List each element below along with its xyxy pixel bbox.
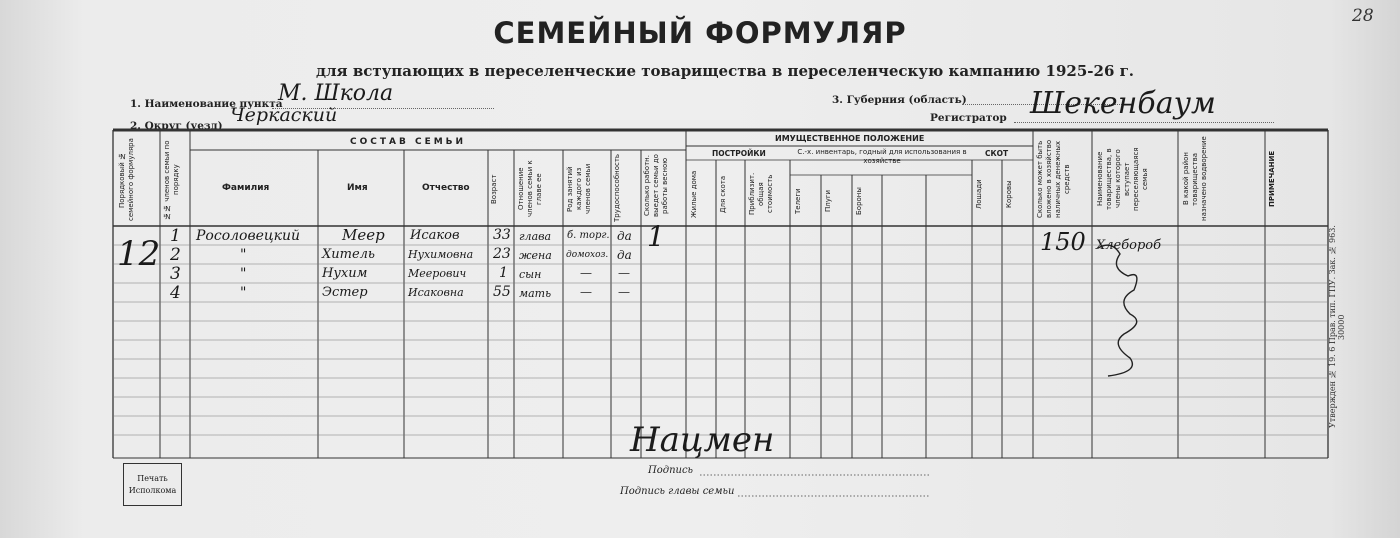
header-serial: Порядковый № семейного формуляра <box>118 138 135 222</box>
header-property: ИМУЩЕСТВЕННОЕ ПОЛОЖЕНИЕ <box>775 134 925 143</box>
row-num: 2 <box>170 245 181 265</box>
header-approx-value: Приблизит. общая стоимость <box>748 172 774 216</box>
row-relation: глава <box>519 230 552 243</box>
workers-value: 1 <box>647 220 665 253</box>
header-harrows: Бороны <box>855 187 863 215</box>
province-label: 3. Губерния (область) <box>832 94 967 106</box>
header-region: В какой район товарищества назначено водворение <box>1182 136 1208 222</box>
header-member-no: №№ членов семьи по порядку <box>163 140 180 220</box>
header-buildings: ПОСТРОЙКИ <box>712 149 766 158</box>
row-age: 1 <box>499 265 508 281</box>
header-workers: Сколько работн. выедет семьи до работы весною <box>643 154 669 218</box>
row-num: 4 <box>170 283 181 303</box>
header-partnership: Наименование товарищества, в члены которого вступает переселяющаяся семья <box>1096 147 1149 211</box>
registrar-label: Регистратор <box>930 112 1007 124</box>
serial-value: 12 <box>117 234 161 274</box>
form-title: СЕМЕЙНЫЙ ФОРМУЛЯР <box>493 16 907 50</box>
row-occupation: — <box>580 285 592 299</box>
header-patronymic: Отчество <box>422 183 470 193</box>
row-surname: " <box>240 247 247 263</box>
row-name: Меер <box>342 226 385 244</box>
row-occupation: — <box>580 266 592 280</box>
stamp-line-2: Исполкома <box>128 485 177 495</box>
header-surname: Фамилия <box>222 183 270 193</box>
row-ability: — <box>618 266 630 280</box>
row-relation: жена <box>519 249 552 262</box>
header-age: Возраст <box>490 174 498 204</box>
row-ability: — <box>618 285 630 299</box>
header-name: Имя <box>347 183 368 193</box>
partnership-value: Хлебороб <box>1096 238 1162 253</box>
header-inventory: С.-х. инвентарь, годный для использования в хозяйстве <box>797 148 967 165</box>
row-relation: мать <box>519 287 552 300</box>
row-name: Нухим <box>322 266 368 281</box>
row-patronymic: Нухимовна <box>408 248 474 261</box>
point-value: М. Школа <box>278 81 394 106</box>
header-cows: Коровы <box>1005 180 1013 208</box>
row-age: 55 <box>493 284 511 300</box>
row-name: Эстер <box>322 285 368 300</box>
row-surname: " <box>240 285 247 301</box>
signature-value: Нацмен <box>630 420 775 460</box>
row-num: 1 <box>170 226 181 246</box>
header-note: ПРИМЕЧАНИЕ <box>1268 150 1276 208</box>
stamp-line-1: Печать <box>137 473 168 483</box>
form-subtitle: для вступающих в переселенческие товарищества в переселенческую кампанию 1925-26 г. <box>315 62 1135 80</box>
row-relation: сын <box>519 268 542 281</box>
row-age: 23 <box>493 246 511 262</box>
header-ploughs: Плуги <box>824 189 832 213</box>
row-patronymic: Исаковна <box>408 286 464 299</box>
header-horses: Лошади <box>975 179 983 209</box>
printer-note: Утвержден № 19. 6 Прав. тип. ГПУ. Зак. № 963. 30000 <box>1328 225 1346 429</box>
row-patronymic: Исаков <box>410 228 460 243</box>
row-name: Хитель <box>322 247 376 262</box>
page-number: 28 <box>1352 6 1374 26</box>
district-label: 2. Округ (уезд) <box>130 120 223 132</box>
header-livestock: СКОТ <box>985 149 1009 158</box>
point-label: 1. Наименование пункта <box>130 98 283 110</box>
header-dwelling: Жилые дома <box>690 170 698 218</box>
signature-label: Подпись <box>648 465 694 476</box>
header-family-composition: СОСТАВ СЕМЬИ <box>350 137 467 147</box>
header-relation: Отношение членов семьи к главе ее <box>517 160 543 218</box>
header-for-cattle: Для скота <box>719 175 727 213</box>
header-money: Сколько может быть вложено в хозяйство наличных денежных средств <box>1036 139 1071 219</box>
row-surname: Росоловецкий <box>196 228 301 244</box>
executive-stamp-box <box>123 463 182 506</box>
row-patronymic: Меерович <box>408 267 467 280</box>
row-age: 33 <box>493 227 511 243</box>
header-occupation: Род занятий каждого из членов семьи <box>566 163 592 215</box>
row-ability: да <box>617 248 632 262</box>
money-value: 150 <box>1040 228 1086 256</box>
row-occupation: б. торг. <box>567 230 610 241</box>
row-surname: " <box>240 266 247 282</box>
row-occupation: домохоз. <box>566 250 609 260</box>
row-num: 3 <box>170 264 181 284</box>
header-ability: Трудоспособность <box>613 153 621 222</box>
row-ability: да <box>617 229 632 243</box>
registrar-value: Шекенбаум <box>1030 86 1216 121</box>
head-signature-label: Подпись главы семьи <box>620 486 735 497</box>
district-value: Черкаский <box>230 104 338 126</box>
header-carts: Телеги <box>794 188 802 214</box>
